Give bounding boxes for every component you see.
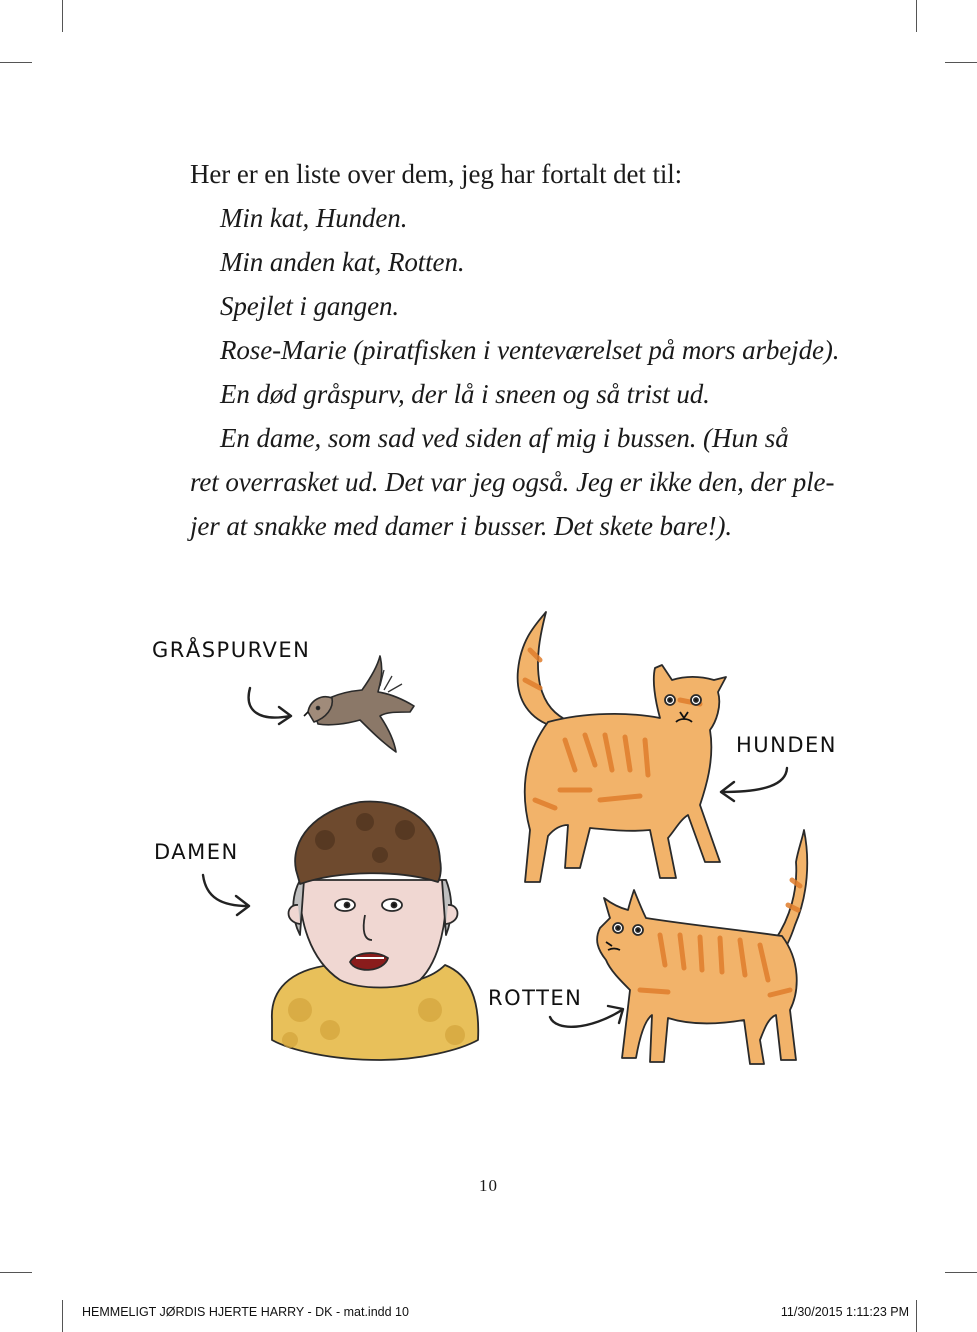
list-item-line: jer at snakke med damer i busser. Det skete bare!).: [190, 511, 733, 541]
lady-label: DAMEN: [154, 840, 239, 864]
list-item: Min kat, Hunden.: [220, 203, 408, 233]
list-item-line: ret overrasket ud. Det var jeg også. Jeg er ikke den, der ple-: [190, 467, 835, 497]
cat-hunden-illustration: [518, 612, 726, 882]
cat-rotten-illustration: [597, 830, 807, 1064]
arrow-to-lady: [203, 875, 249, 915]
print-slug-left: HEMMELIGT JØRDIS HJERTE HARRY - DK - mat.indd 10: [82, 1305, 409, 1319]
page-number: 10: [479, 1176, 498, 1195]
list-item: Min anden kat, Rotten.: [220, 247, 465, 277]
sparrow-label: GRÅSPURVEN: [152, 638, 311, 662]
arrow-to-sparrow: [249, 688, 291, 724]
list-item: Rose-Marie (piratfisken i venteværelset på mors arbejde).: [220, 335, 840, 365]
arrow-to-hunden: [721, 768, 787, 801]
list-item: En død gråspurv, der lå i sneen og så trist ud.: [220, 379, 710, 409]
print-slug-right: 11/30/2015 1:11:23 PM: [780, 1305, 909, 1319]
sparrow-illustration: [304, 656, 414, 752]
intro-line: Her er en liste over dem, jeg har fortalt det til:: [190, 159, 683, 189]
lady-illustration: [272, 801, 478, 1060]
rotten-label: ROTTEN: [488, 986, 583, 1010]
hunden-label: HUNDEN: [736, 733, 838, 757]
list-item-line: En dame, som sad ved siden af mig i bussen. (Hun så: [220, 423, 789, 453]
list-item: Spejlet i gangen.: [220, 291, 400, 321]
